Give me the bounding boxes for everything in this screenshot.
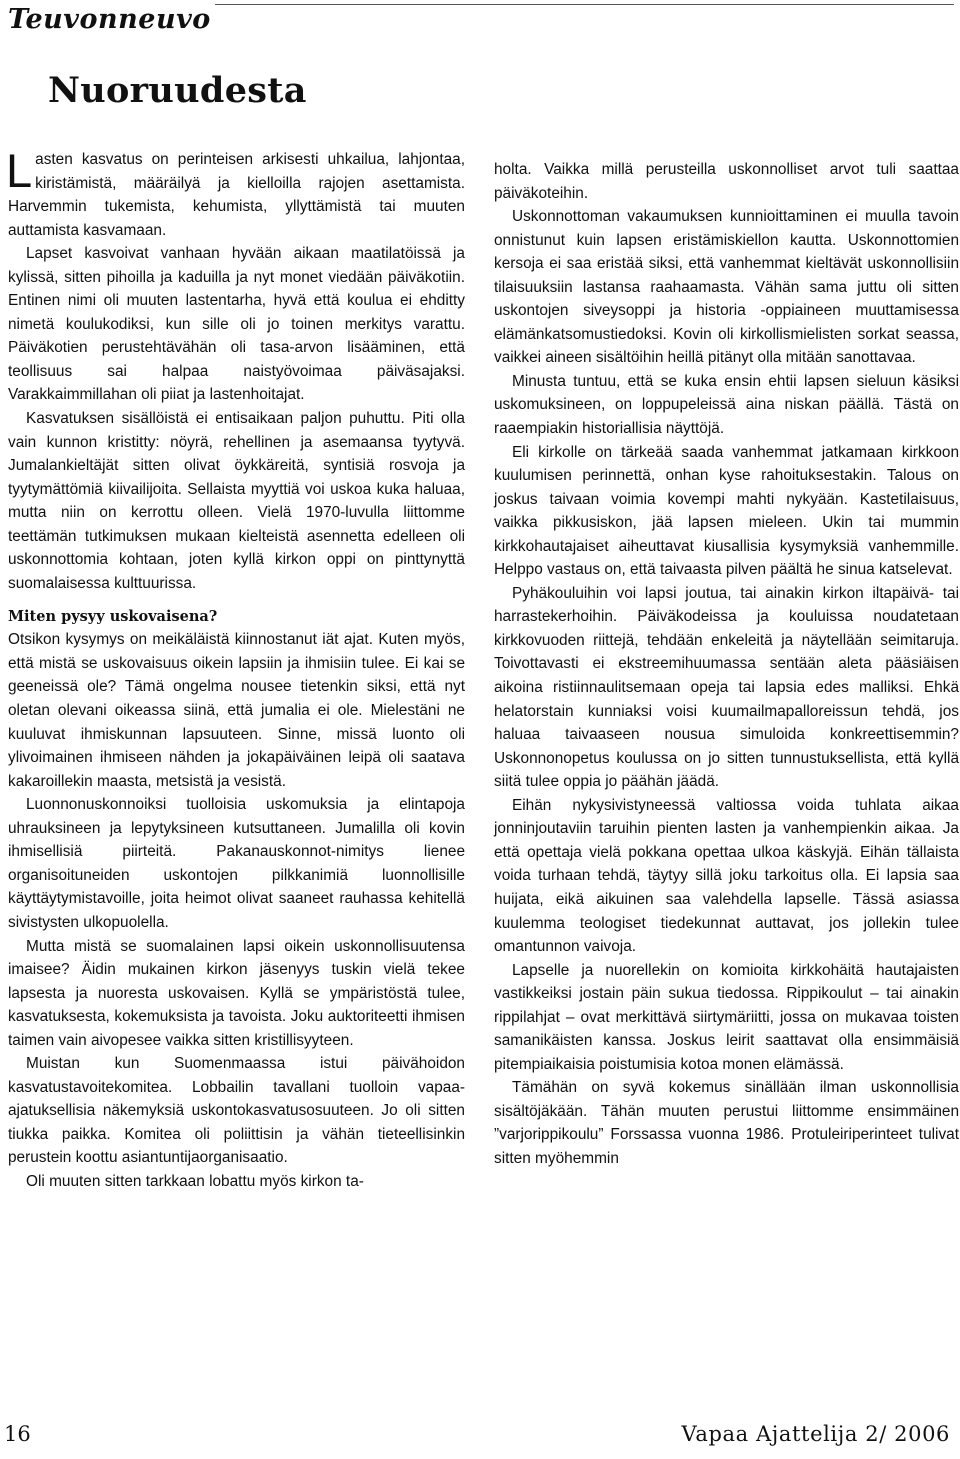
body-paragraph: Muistan kun Suomenmaassa istui päivähoidon kasvatustavoitekomitea. Lobbailin tavallani tuolloin vapaa-ajatuksellisia näkemyksiä uskontokasvatusosuuteen. Jo oli sitten tiukka paikka. Komitea oli poliittisin ja vähän tieteellisinkin perustein koottu asiantuntijaorganisaatio. — [8, 1055, 465, 1167]
page-number: 16 — [4, 1422, 31, 1446]
right-column — [494, 158, 959, 1171]
intro-paragraph — [6, 144, 465, 242]
article-title: Nuoruudesta — [48, 70, 307, 111]
body-paragraph: Mutta mistä se suomalainen lapsi oikein uskonnollisuutensa imaisee? Äidin mukainen kirkon jäsenyys tuskin vielä tekee lapsesta ja nuoresta uskovaisen. Kyllä se ympäristöstä tulee, kasvatuksesta, kokemuksista ja tavoista. Joku auktoriteetti ihmisen taimen vain aivopesee vaikka sitten kristillisyyteen. — [8, 937, 465, 1049]
body-paragraph: Eli kirkolle on tärkeää saada vanhemmat jatkamaan kirkkoon kuulumisen perinnettä, onhan kyse rahoituksestakin. Talous on joskus taivaan voimia kovempi mahti nykyään. Kastetilaisuus, vaikka pikkusiskon, jää lapsen mieleen. Ukin tai mummin kirkkohautajaiset aiheuttavat kiusallisia kysymyksiä vanhemmille. Helppo vastaus on, että taivaasta pilven päältä he sinua katselevat. — [494, 443, 959, 579]
body-paragraph: Eihän nykysivistyneessä valtiossa voida tuhlata aikaa jonninjoutaviin taruihin pienten lasten ja vanhempienkin aikaa. Ja että opettaja vielä pokkana opettaa ulkoa käskyjä. Eihän tällaista voida turhaan tehdä, täytyy sillä joku tarkoitus olla. Ei lapsia saa huijata, eikä aikuinen saa valehdella lapselle. Tässä asiassa kuulemma teologiset tiedekunnat auttavat, jos jollekin tulee omantunnon vaivoja. — [494, 796, 959, 956]
intro-text: asten kasvatus on perinteisen arkisesti uhkailua, lahjontaa, kiristämistä, määräilyä ja kielloilla rajojen asettamista. Harvemmin tukemista, kehumista, yllyttämistä tai muuten auttamista kasvamaan. — [8, 151, 465, 239]
left-column — [6, 144, 465, 1194]
body-paragraph: Lapset kasvoivat vanhaan hyvään aikaan maatilatöissä ja kylissä, sitten pihoilla ja kaduilla ja nyt monet viedään päiväkotiin. Entinen nimi oli muuten lastentarha, hyvä että koulua ei ehditty nimetä koulukodiksi, kun sille oli jo toinen merkitys varattu. Päiväkotien perustehtävähän oli tasa-arvon lisääminen, että teollisuus sai halpaa naistyövoimaa päiväsajaksi. Varakkaimmillahan oli piiat ja lastenhoitajat. — [8, 245, 465, 404]
drop-cap: L — [6, 144, 33, 197]
body-paragraph: Lapselle ja nuorellekin on komioita kirkkohäitä hautajaisten vastikkeiksi jostain päin sukua tiedossa. Rippikoulut – tai ainakin rippilahjat – ovat merkittävä siirtymäriitti, jossa on mukavaa toisten samanikäisten kanssa. Joskus leirit saattavat olla ensimmäisiä pitempiaikaisia poistumisia kotoa monen elämässä. — [494, 961, 959, 1073]
body-paragraph: Luonnonuskonnoiksi tuolloisia uskomuksia ja elintapoja uhrauksineen ja lepytyksineen kutsuttaneen. Jumalilla oli kovin ihmisellisiä piirteitä. Pakanauskonnot-nimitys lienee organisoituneiden uskontojen pilkkanimiä luonnollisille käyttäytymistavoille, joita heimot olivat saaneet rauhassa kehitellä sivistysten ulkopuolella. — [8, 796, 465, 931]
body-paragraph: Oli muuten sitten tarkkaan lobattu myös kirkon ta- — [26, 1172, 364, 1190]
section-label: Teuvonneuvo — [8, 4, 211, 35]
subheading: Miten pysyy uskovaisena? — [8, 608, 218, 626]
continuation-paragraph: holta. Vaikka millä perusteilla uskonnolliset arvot tuli saattaa päiväkoteihin. — [494, 161, 959, 202]
body-paragraph: Pyhäkouluihin voi lapsi joutua, tai ainakin kirkon iltapäivä- tai harrastekerhoihin. Päiväkodeissa ja kouluissa noudatetaan kirkkovuoden riittejä, tehdään enkeleitä ja näytellään seimitaruja. Toivottavasti ei ekstreemihuumassa sentään aleta pääsiäisen aikoina ristiinnaulitsemaan opeja tai lapsia edes malliksi. Ehkä helatorstain kunniaksi voisi kuumailmapalloreissun tehdä, jos haluaa taivaaseen nousua simuloida konkreettisemmin? Uskonnonopetus koulussa on jo sitten tunnustuksellista, että kyllä siitä tulee oppia jo päähän jäädä. — [494, 584, 959, 791]
body-paragraph: Otsikon kysymys on meikäläistä kiinnostanut iät ajat. Kuten myös, että mistä se uskovaisuus oikein lapsiin ja ihmisiin tulee. Ei kai se geeneissä ole? Tämä ongelma nousee tietenkin siksi, että nyt oletan olevani oikeassa siinä, että jumalia ei ole. Mielestäni ne kuuluvat ihmiskunnan lapsuuteen. Sinne, missä luonto oli ylivoimainen ihmiseen nähden ja jokapäiväinen leipä oli saatava kakaroillekin maasta, metsistä ja vesistä. — [8, 631, 465, 790]
body-paragraph: Tämähän on syvä kokemus sinällään ilman uskonnollisia sisältöjäkään. Tähän muuten perustui liittomme ensimmäinen ”varjorippikoulu” Forssassa vuonna 1986. Protuleiriperinteet tulivat sitten myöhemmin — [494, 1079, 959, 1167]
header-rule — [215, 4, 954, 5]
body-paragraph: Kasvatuksen sisällöistä ei entisaikaan paljon puhuttu. Piti olla vain kunnon kristitty: nöyrä, rehellinen ja asemaansa tyytyvä. Jumalankieltäjät sitten olivat öykkäreitä, syntisiä rosvoja ja tyytymättömiä kiivailijoita. Sellaista myyttiä voi uskoa kuka haluaa, mutta niin on kerrottu olleen. Vielä 1970-luvulla liittomme teettämän tutkimuksen mukaan kielteistä asennetta edelleen oli uskonnottomia kohtaan, joten kyllä kirkon oppi on pinttynyttä suomalaisessa kulttuurissa. — [8, 410, 465, 592]
body-paragraph: Minusta tuntuu, että se kuka ensin ehtii lapsen sieluun käsiksi uskomuksineen, on loppupeleissä aina niskan päällä. Tästä on raaempiakin historiallisia näyttöjä. — [494, 372, 959, 438]
publication-name: Vapaa Ajattelija 2/ 2006 — [681, 1422, 950, 1446]
body-paragraph: Uskonnottoman vakaumuksen kunnioittaminen ei muulla tavoin onnistunut kuin lapsen eristämiskiellon kautta. Uskonnottomien kersoja ei saa eristää siksi, että vanhemmat kieltävät uskonnollisiin tilaisuuksiin lastansa raahaamasta. Vähän sama juttu oli sitten uskontojen siveysoppi ja historia -oppiaineen muuttamisessa elämänkatsomustiedoksi. Kovin oli kirkollismielisten sorkat seassa, vaikkei aineen sisältöihin heillä pitänyt olla mitään sanottavaa. — [494, 208, 959, 367]
